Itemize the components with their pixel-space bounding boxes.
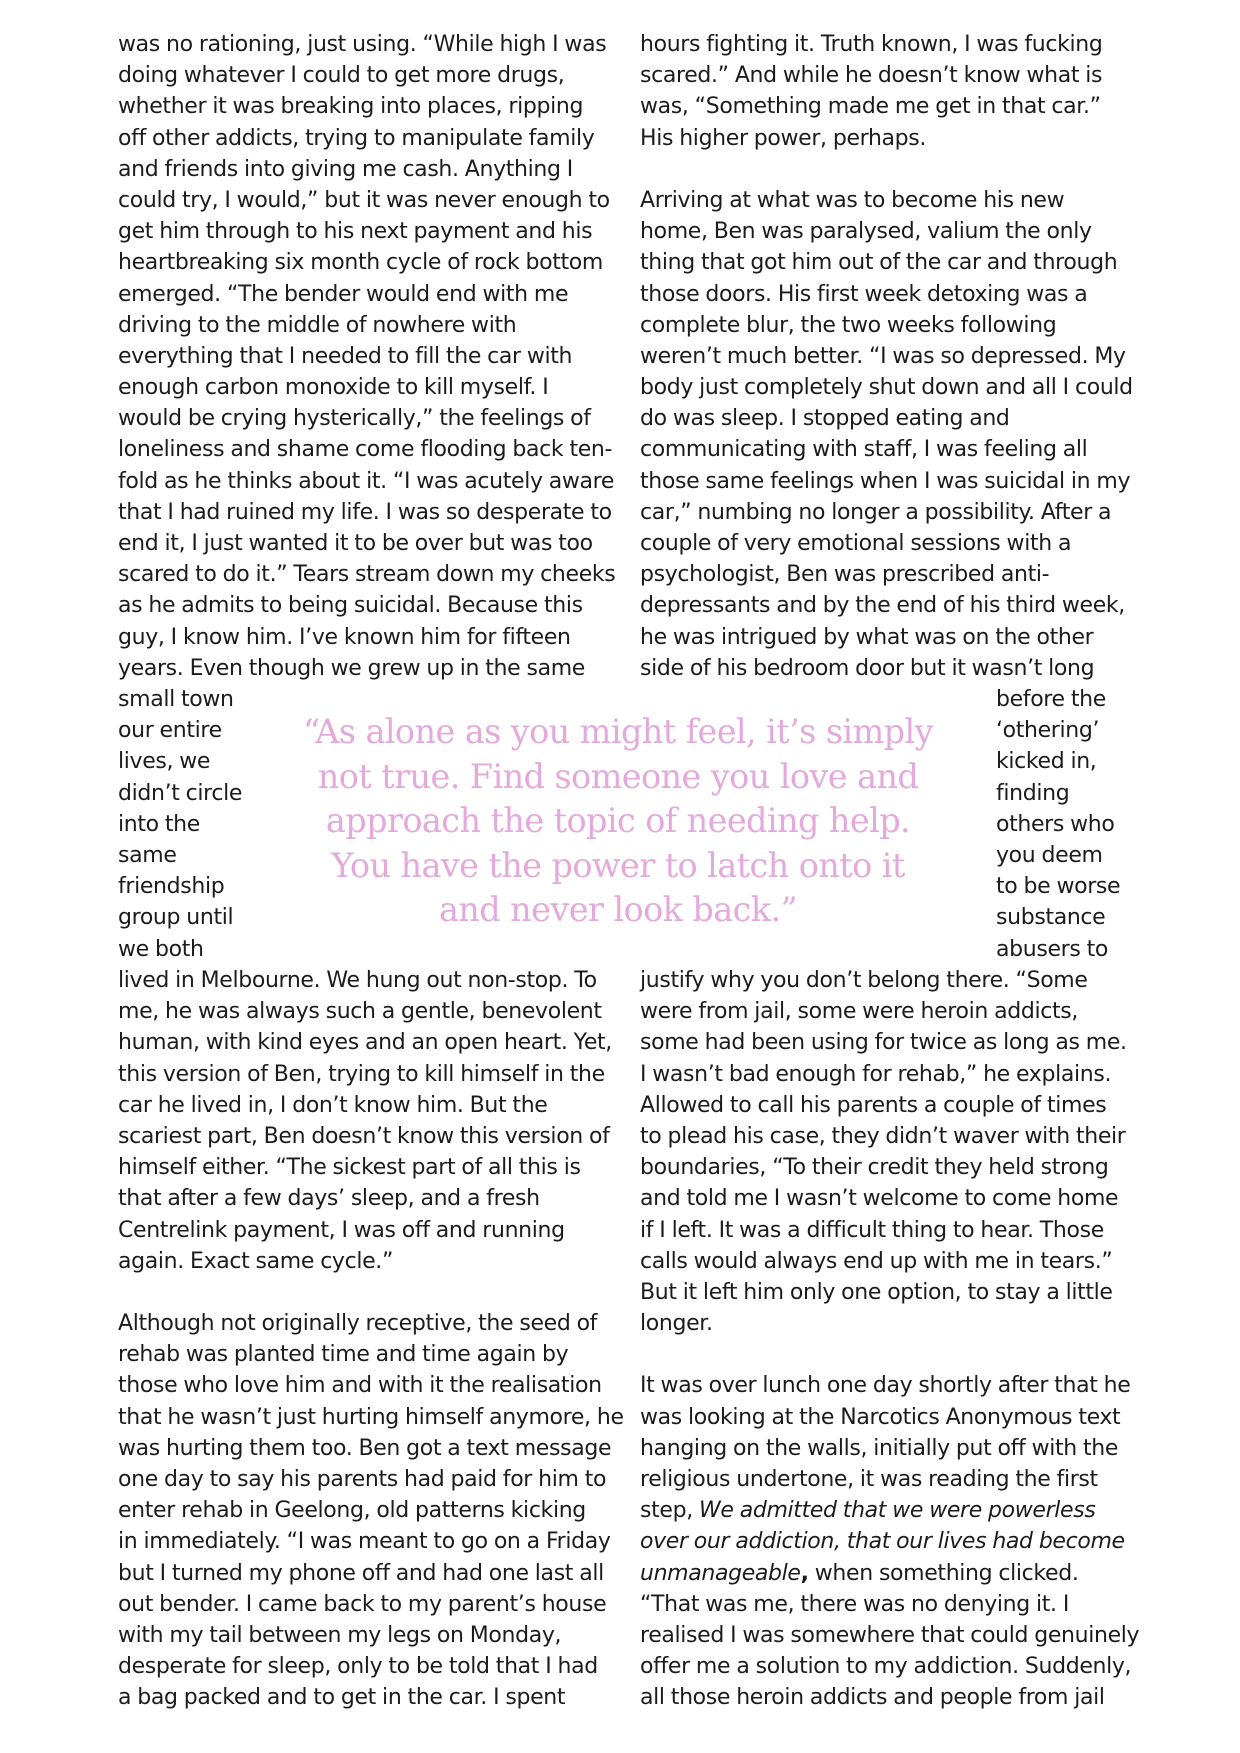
text-line: with my tail between my legs on Monday, xyxy=(118,1622,562,1648)
text-line: could try, I would,” but it was never enough to xyxy=(118,187,610,213)
text-line: all those heroin addicts and people from jail xyxy=(640,1685,1105,1711)
text-line: get him through to his next payment and his xyxy=(118,219,593,245)
text-line: one day to say his parents had paid for him to xyxy=(118,1467,607,1492)
text-line: was, “Something made me get in that car.” xyxy=(640,94,1101,120)
text-line: in immediately. “I was meant to go on a Friday xyxy=(118,1529,611,1555)
text-line: to be worse xyxy=(996,874,1121,900)
text-line: realised I was somewhere that could genuinely xyxy=(640,1622,1140,1648)
text-line: a bag packed and to get in the car. I spent xyxy=(118,1685,566,1711)
pull-quote-line: and never look back.” xyxy=(438,890,798,930)
text-line: enough carbon monoxide to kill myself. I xyxy=(118,375,549,401)
text-line: was hurting them too. Ben got a text message xyxy=(118,1435,612,1461)
text-line: you deem xyxy=(996,842,1103,868)
pull-quote-line: not true. Find someone you love and xyxy=(317,756,919,796)
text-line: driving to the middle of nowhere with xyxy=(118,312,517,338)
text-line: lived in Melbourne. We hung out non-stop. To xyxy=(118,968,597,993)
text-line: depressants and by the end of his third week, xyxy=(640,593,1125,619)
text-line: that he wasn’t just hurting himself anymore, he xyxy=(118,1404,624,1430)
text-line: I wasn’t bad enough for rehab,” he explains. xyxy=(640,1061,1112,1087)
text-line: ‘othering’ xyxy=(996,718,1100,744)
text-run: when something clicked. xyxy=(808,1560,1079,1586)
text-line: do was sleep. I stopped eating and xyxy=(640,406,1010,432)
text-line: couple of very emotional sessions with a xyxy=(640,531,1072,556)
text-line: longer. xyxy=(640,1311,713,1337)
text-line: kicked in, xyxy=(996,749,1097,775)
text-line: friendship xyxy=(118,874,225,900)
italic-quote-run: We admitted that we were powerless xyxy=(698,1498,1096,1524)
text-line: some had been using for twice as long as me. xyxy=(640,1030,1127,1056)
text-line: Arriving at what was to become his new xyxy=(640,187,1065,213)
paragraph-gap xyxy=(640,1339,1139,1370)
text-line: scared to do it.” Tears stream down my cheeks xyxy=(118,562,616,588)
text-line: again. Exact same cycle.” xyxy=(118,1248,393,1274)
text-line: “That was me, there was no denying it. I xyxy=(640,1591,1069,1617)
bold-comma: , xyxy=(800,1560,809,1586)
text-line: were from jail, some were heroin addicts, xyxy=(640,999,1079,1025)
text-line: It was over lunch one day shortly after that he xyxy=(640,1373,1131,1399)
right-wrap-text xyxy=(996,684,1120,965)
text-line: and told me I wasn’t welcome to come home xyxy=(640,1186,1119,1212)
text-line: would be crying hysterically,” the feelings of xyxy=(118,406,591,432)
text-line: side of his bedroom door but it wasn’t long xyxy=(640,655,1095,681)
text-line: same xyxy=(118,842,177,868)
text-line: those doors. His first week detoxing was a xyxy=(640,281,1088,307)
text-line: if I left. It was a difficult thing to hear. Those xyxy=(640,1217,1104,1243)
text-line: loneliness and shame come flooding back ten- xyxy=(118,437,613,463)
text-line: scariest part, Ben doesn’t know this version of xyxy=(118,1123,610,1149)
text-line: those who love him and with it the realisation xyxy=(118,1373,602,1399)
text-line: substance xyxy=(996,905,1106,931)
text-line: lives, we xyxy=(118,749,211,775)
text-line: car he lived in, I don’t know him. But the xyxy=(118,1092,548,1118)
italic-quote-run: over our addiction, that our lives had become xyxy=(640,1529,1125,1555)
text-line: everything that I needed to fill the car with xyxy=(118,343,573,369)
text-line: others who xyxy=(996,811,1115,837)
text-line: before the xyxy=(996,687,1106,712)
text-line: thing that got him out of the car and through xyxy=(640,250,1118,276)
left-wrap-text xyxy=(118,684,242,965)
paragraph-gap xyxy=(118,1277,624,1308)
text-line: years. Even though we grew up in the same xyxy=(118,655,585,681)
text-line: Although not originally receptive, the seed of xyxy=(118,1311,598,1337)
right-column-top xyxy=(640,29,1133,684)
text-line: into the xyxy=(118,811,200,837)
text-line: rehab was planted time and time again by xyxy=(118,1342,569,1368)
text-line: out bender. I came back to my parent’s house xyxy=(118,1591,607,1617)
text-line: our entire xyxy=(118,718,222,744)
text-line: as he admits to being suicidal. Because this xyxy=(118,593,583,619)
text-line: those same feelings when I was suicidal in my xyxy=(640,468,1131,494)
text-line: boundaries, “To their credit they held strong xyxy=(640,1155,1109,1181)
text-line-italic-quote xyxy=(640,1495,1139,1526)
text-line: home, Ben was paralysed, valium the only xyxy=(640,219,1092,245)
pull-quote-line: You have the power to latch onto it xyxy=(331,845,905,885)
text-line: we both xyxy=(118,936,204,962)
pull-quote-line: approach the topic of needing help. xyxy=(325,801,911,841)
pull-quote-line: “As alone as you might feel, it’s simply xyxy=(303,712,933,751)
text-line: Centrelink payment, I was off and running xyxy=(118,1217,565,1243)
text-line: himself either. “The sickest part of all this is xyxy=(118,1155,581,1181)
text-line: hours fighting it. Truth known, I was fucking xyxy=(640,32,1103,57)
text-line: abusers to xyxy=(996,936,1108,962)
text-line: finding xyxy=(996,780,1070,806)
text-line-italic-quote xyxy=(640,1558,1139,1589)
text-line: was no rationing, just using. “While high I was xyxy=(118,32,607,57)
text-line: to plead his case, they didn’t waver with their xyxy=(640,1123,1126,1149)
text-line: desperate for sleep, only to be told that I had xyxy=(118,1654,598,1680)
paragraph-gap xyxy=(640,154,1133,185)
text-line: fold as he thinks about it. “I was acutely aware xyxy=(118,468,615,494)
text-line: was looking at the Narcotics Anonymous text xyxy=(640,1404,1121,1430)
text-line: car,” numbing no longer a possibility. After a xyxy=(640,499,1112,525)
text-line: communicating with staff, I was feeling all xyxy=(640,437,1088,463)
text-line: whether it was breaking into places, ripping xyxy=(118,94,584,120)
right-column-bottom xyxy=(640,965,1139,1714)
text-line: that I had ruined my life. I was so desperate to xyxy=(118,499,612,525)
text-run: step, xyxy=(640,1498,699,1524)
text-line: weren’t much better. “I was so depressed. My xyxy=(640,343,1126,369)
text-line: heartbreaking six month cycle of rock bottom xyxy=(118,250,603,276)
text-line: emerged. “The bender would end with me xyxy=(118,281,569,307)
text-line: didn’t circle xyxy=(118,780,243,806)
text-line: off other addicts, trying to manipulate family xyxy=(118,125,595,151)
text-line: psychologist, Ben was prescribed anti- xyxy=(640,562,1050,588)
text-line: justify why you don’t belong there. “Some xyxy=(640,968,1088,993)
text-line: But it left him only one option, to stay a little xyxy=(640,1279,1113,1305)
text-line: calls would always end up with me in tears.” xyxy=(640,1248,1113,1274)
text-line: end it, I just wanted it to be over but was too xyxy=(118,531,593,556)
text-line-italic-quote xyxy=(640,1526,1139,1557)
text-line: body just completely shut down and all I could xyxy=(640,375,1133,401)
text-line: and friends into giving me cash. Anything I xyxy=(118,156,573,182)
right-column-bottom-part-b xyxy=(640,1589,1139,1714)
text-line: His higher power, perhaps. xyxy=(640,125,927,151)
text-line: religious undertone, it was reading the first xyxy=(640,1467,1098,1492)
text-line: Allowed to call his parents a couple of times xyxy=(640,1092,1107,1118)
text-line: that after a few days’ sleep, and a fresh xyxy=(118,1186,540,1212)
text-line: human, with kind eyes and an open heart. Yet, xyxy=(118,1030,612,1056)
text-line: group until xyxy=(118,905,234,931)
text-line: guy, I know him. I’ve known him for fifteen xyxy=(118,624,571,650)
text-line: offer me a solution to my addiction. Suddenly, xyxy=(640,1654,1132,1680)
left-column-bottom xyxy=(118,965,624,1714)
pull-quote xyxy=(248,710,988,933)
text-line: enter rehab in Geelong, old patterns kicking xyxy=(118,1498,586,1524)
text-line: he was intrigued by what was on the other xyxy=(640,624,1094,650)
right-column-bottom-part-a xyxy=(640,965,1139,1495)
italic-quote-run: unmanageable xyxy=(640,1560,801,1586)
text-line: complete blur, the two weeks following xyxy=(640,312,1057,338)
text-line: small town xyxy=(118,687,234,712)
text-line: me, he was always such a gentle, benevolent xyxy=(118,999,602,1025)
text-line: scared.” And while he doesn’t know what is xyxy=(640,63,1103,89)
text-line: but I turned my phone off and had one last all xyxy=(118,1560,604,1586)
text-line: hanging on the walls, initially put off with the xyxy=(640,1435,1119,1461)
text-line: this version of Ben, trying to kill himself in the xyxy=(118,1061,605,1087)
text-line: doing whatever I could to get more drugs, xyxy=(118,63,565,89)
left-column-top xyxy=(118,29,615,684)
